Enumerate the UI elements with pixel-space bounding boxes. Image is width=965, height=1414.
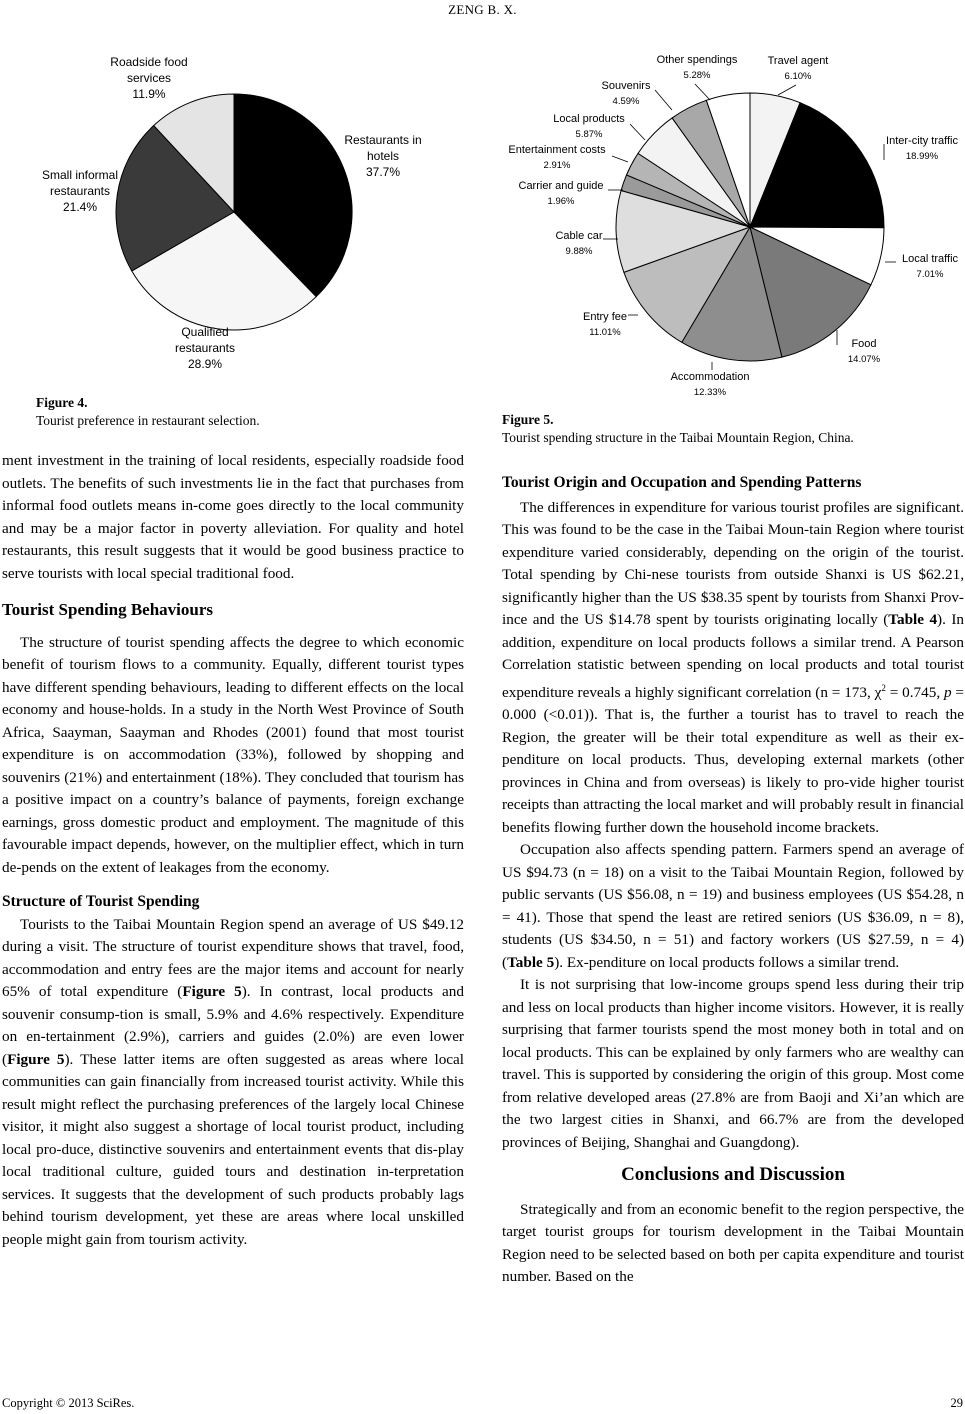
figure-5-caption-text: Tourist spending structure in the Taibai Mountain Region, China. — [502, 430, 854, 445]
figure-5-reference-link[interactable]: Figure 5 — [7, 1050, 65, 1068]
text-run: ). Ex-penditure on local products follows a similar trend. — [554, 953, 900, 971]
figure-5-slice-percent: 6.10% — [784, 71, 812, 82]
table-5-reference-link[interactable]: Table 5 — [507, 953, 555, 971]
right-paragraph-2 — [502, 839, 964, 974]
left-paragraph-3 — [2, 914, 464, 1252]
subsection-heading-structure: Structure of Tourist Spending — [2, 893, 200, 910]
footer-page-number: 29 — [950, 1396, 963, 1410]
figure-5-slice-percent: 4.59% — [612, 96, 640, 107]
text-run: The differences in expenditure for various tourist profiles are significant. This was found to be the case in the Taibai Moun-tain Region where tourist expenditure varied considerably, depending on the origin of the tourist. Total spending by Chi-nese tourists from outside Shanxi is US $62.21, significantly higher than the US $38.35 spent by tourists from Shanxi Prov-ince and the US $14.78 spent by tourists originating locally ( — [502, 498, 964, 628]
figure-4-slice-percent: 28.9% — [187, 357, 223, 371]
figure-5-slice-percent: 9.88% — [565, 246, 593, 257]
figure-5-slice-label: Entertainment costs — [508, 144, 606, 156]
figure-5-slice-percent: 18.99% — [905, 151, 939, 162]
text-run: = 0.745, — [885, 683, 944, 701]
figure-5-slice-percent: 1.96% — [547, 196, 575, 207]
running-header: ZENG B. X. — [448, 2, 517, 17]
figure-5-leader-line — [630, 124, 645, 140]
left-paragraph-1: ment investment in the training of local residents, especially roadside food outlets. The benefits of such investments lie in the fact that purchases from informal food outlets means in-come goes directly to the local community and may be a major factor in poverty alleviation. For quality and hotel restaurants, this result suggests that it would be good business practice to serve tourists with local special traditional food. — [2, 452, 464, 582]
figure-5-slice-label: Carrier and guide — [518, 180, 604, 192]
figure-5-slice-percent: 7.01% — [916, 269, 944, 280]
right-paragraph-3: It is not surprising that low-income groups spend less during their trip and less on local products than higher income visitors. However, it is really surprising that farmer tourists spend the most money both in total and on local products. This can be explained by only farmers who are wealthy can travel. This is supported by considering the origin of this group. Most come from relative developed areas (27.8% are from Baoji and Xi’an which are the two largest cities in Shanxi, and 66.7% are from the developed provinces of Beijing, Shanghai and Guangdong). — [502, 976, 964, 1151]
figure-5-slice-label: Local products — [553, 113, 625, 125]
text-run: = 0.000 (<0.01)). That is, the further a tourist has to travel to reach the Region, the greater will be their total expenditure as well as their ex-penditure on local products. Thus, developing external markets (other provinces in China and from overseas) is likely to pro-vide higher tourist receipts than attracting the local market and will probably result in financial benefits flowing further down the household income brackets. — [502, 683, 964, 836]
text-run: ). In contrast, local products and souvenir consump-tion is small, 5.9% and 4.6% respectively. Expenditure on en-tertainment (2.9%), carriers and guides (2.0%) are even lower ( — [2, 983, 464, 1068]
superscript: 2 — [881, 682, 886, 693]
section-heading-conclusions: Conclusions and Discussion — [621, 1164, 845, 1186]
figure-4-slice-label: Restaurants in — [344, 133, 422, 147]
subsection-heading-origin-occupation: Tourist Origin and Occupation and Spending Patterns — [502, 474, 862, 491]
left-column — [2, 450, 464, 1251]
figure-4-slice-percent: 21.4% — [62, 200, 98, 214]
figure-5-slice-label: Cable car — [555, 230, 603, 242]
figure-5-slice-percent: 14.07% — [847, 354, 881, 365]
figure-5-slice-label: Accommodation — [670, 371, 750, 383]
figure-5-slice-label: Souvenirs — [601, 80, 651, 92]
figure-5-leader-line — [695, 84, 710, 100]
figure-4-caption — [36, 394, 260, 430]
footer-copyright: Copyright © 2013 SciRes. — [2, 1396, 135, 1410]
figure-5-slice-label: Entry fee — [582, 311, 628, 323]
text-run: Tourists to the Taibai Mountain Region spend an average of US $49.12 during a visit. The structure of tourist expenditure shows that travel, food, accommodation and entry fees are the major items and account for nearly 65% of total expenditure ( — [2, 915, 464, 1000]
figure-4-caption-text: Tourist preference in restaurant selection. — [36, 413, 260, 428]
figure-5-caption — [502, 411, 854, 447]
figure-5-slice-label: Travel agent — [767, 55, 829, 67]
figure-5-reference-link[interactable]: Figure 5 — [182, 983, 242, 1000]
figure-5-slice-label: Inter-city traffic — [886, 135, 958, 147]
figure-5-leader-line — [778, 85, 796, 95]
left-paragraph-2: The structure of tourist spending affects the degree to which economic benefit of tourism flows to a community. Equally, different tourist types have different spending behaviours, leading to different effects on the local economy and house-holds. In a study in the North West Province of South Africa, Saayman, Saayman and Rhodes (2001) found that most tourist expenditure is on accommodation (33%), followed by shopping and souvenirs (21%) and entertainment (18%). They concluded that tourism has a positive impact on a country’s balance of payments, foreign exchange earnings, gross domestic product and employment. The magnitude of this favourable impact depends, however, on the multiplier effect, which in turn de-pends on the extent of leakages from the economy. — [2, 633, 464, 876]
figure-5-leader-line — [655, 90, 672, 110]
figure-4-slice-label: hotels — [366, 149, 400, 163]
figure-5-leader-line — [612, 156, 628, 162]
figure-4-slice-percent: 11.9% — [132, 87, 166, 101]
figure-4-slice-label: restaurants — [174, 341, 236, 355]
figure-5-slice-percent: 5.28% — [683, 70, 711, 81]
figure-4-slice-label: Roadside food — [110, 55, 188, 69]
figure-4-slice-label: services — [126, 71, 172, 85]
right-column — [502, 472, 964, 1289]
figure-5-slice-label: Other spendings — [656, 54, 738, 66]
text-run: ). These latter items are often suggested as areas where local communities can gain financially from increased tourist activity. While this result might reflect the purchasing preferences of the largely local Chinese visitor, it might also suggest a shortage of local tourist product, including local pro-duce, distinctive souvenirs and entertainment events that dis-play local traditional culture, guided tours and destination in-terpretation services. It suggests that the development of such products probably lags behind tourism development, yet these are areas where local unskilled people might gain from tourism activity. — [2, 1050, 464, 1248]
figure-5-slice-percent: 12.33% — [693, 387, 727, 398]
figure-5-pie-chart — [500, 40, 965, 410]
figure-5-slice-label: Local traffic — [901, 253, 959, 265]
right-paragraph-1 — [502, 497, 964, 840]
figure-5-slice-label: Food — [851, 338, 877, 350]
figure-4-label: Figure 4. — [36, 395, 88, 410]
figure-5-slice-percent: 11.01% — [589, 327, 621, 338]
figure-4-slice-label: restaurants — [49, 184, 111, 198]
text-run: ). In addition, expenditure on local products follows a similar trend. A Pearson Correlation statistic between spending on local products and total tourist expenditure reveals a highly significant correlation (n = 173, χ — [502, 611, 964, 701]
italic-p: p — [943, 683, 952, 701]
figure-5-label: Figure 5. — [502, 412, 554, 427]
table-4-reference-link[interactable]: Table 4 — [888, 611, 938, 628]
figure-4-pie-chart — [0, 40, 465, 390]
figure-4-slice-label: Small informal — [41, 168, 119, 182]
text-run: Occupation also affects spending pattern. Farmers spend an average of US $94.73 (n = 18) on a visit to the Taibai Mountain Region, followed by public servants (US $56.08, n = 19) and business employees (US $54.28, n = 41). Those that spend the least are retired seniors (US $36.09, n = 8), students (US $34.50, n = 51) and factory workers (US $27.59, n = 4) ( — [502, 841, 964, 971]
section-heading-spending-behaviours: Tourist Spending Behaviours — [2, 600, 213, 619]
figure-4-slice-percent: 37.7% — [365, 165, 401, 179]
figure-4-slice-label: Qualified — [181, 325, 229, 339]
figure-5-slice-percent: 5.87% — [575, 129, 603, 140]
right-paragraph-4: Strategically and from an economic benefit to the region perspective, the target tourist groups for tourism development in the Taibai Mountain Region need to be selected based on both per capita expenditure and tourist number. Based on the — [502, 1200, 964, 1286]
figure-5-slice-percent: 2.91% — [543, 160, 571, 171]
